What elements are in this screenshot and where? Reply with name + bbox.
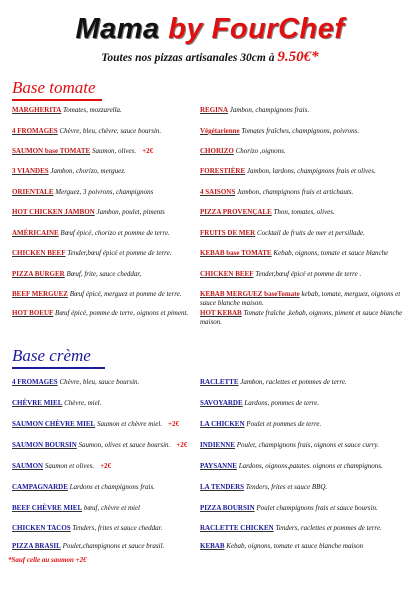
menu-item-description: Tender,bœuf épicé et pomme de terre . — [255, 270, 362, 278]
menu-item — [200, 147, 412, 156]
menu-item — [12, 462, 212, 471]
section-title-creme: Base crème — [12, 346, 105, 369]
menu-item-description: Saumon, olives. — [91, 147, 137, 155]
menu-item — [200, 462, 412, 471]
menu-item-description: Bœuf épicé, pomme de terre, oignons et piment. — [55, 309, 189, 317]
menu-item-name: 3 VIANDES — [12, 167, 49, 175]
menu-item — [200, 504, 412, 513]
menu-item — [200, 188, 412, 197]
menu-item-name: REGINA — [200, 106, 229, 114]
menu-item-description: Bœuf, frite, sauce cheddar, — [66, 270, 142, 278]
menu-item-name: FRUITS DE MER — [200, 229, 256, 237]
menu-item-description: Jambon, raclettes et pommes de terre. — [240, 378, 347, 386]
menu-item — [12, 188, 212, 197]
menu-item — [12, 399, 212, 408]
menu-item — [12, 270, 212, 279]
menu-item — [200, 127, 412, 136]
menu-item-name: 4 FROMAGES — [12, 127, 58, 135]
menu-item-name: 4 FROMAGES — [12, 378, 58, 386]
supplement-price: +2€ — [176, 441, 188, 449]
menu-item — [12, 167, 212, 176]
menu-item-description: Kebab, oignons, tomate et sauce blanche — [273, 249, 389, 257]
menu-item-name: CAMPAGNARDE — [12, 483, 68, 491]
menu-item-description: Tenders, frites et sauce BBQ. — [245, 483, 328, 491]
menu-item — [200, 270, 412, 279]
menu-item-description: Tomates, mozzarella. — [63, 106, 122, 114]
menu-item-description: bœuf, chèvre et miel — [83, 504, 140, 512]
menu-item-description: Lardons, pommes de terre. — [244, 399, 320, 407]
menu-item-description: Jambon, poulet, piments — [96, 208, 165, 216]
menu-item — [200, 399, 412, 408]
menu-item-name: MARGHERITA — [12, 106, 62, 114]
menu-item-name: SAUMON base TOMATE — [12, 147, 91, 155]
menu-item-name: INDIENNE — [200, 441, 236, 449]
menu-item-name: AMÉRICAINE — [12, 229, 59, 237]
menu-item-description: Merguez, 3 poivrons, champignons — [55, 188, 154, 196]
menu-item-name: CHICKEN BEEF — [12, 249, 66, 257]
section-title-tomate: Base tomate — [12, 78, 102, 101]
menu-item-name: RACLETTE CHICKEN — [200, 524, 274, 532]
menu-item — [200, 249, 412, 258]
menu-item-name: BEEF CHÈVRE MIEL — [12, 504, 83, 512]
menu-item-description: Chèvre, bleu, sauce boursin. — [59, 378, 140, 386]
menu-item — [12, 290, 212, 299]
menu-item — [12, 229, 212, 238]
menu-item-description: Jambon, champignons frais et artichauts. — [236, 188, 354, 196]
menu-item-name: ORIENTALE — [12, 188, 54, 196]
menu-item — [200, 229, 412, 238]
menu-item-description: Tender,bœuf épicé et pomme de terre. — [67, 249, 172, 257]
menu-item-name: CHICKEN BEEF — [200, 270, 254, 278]
menu-item — [200, 208, 412, 217]
menu-item-name: LA CHICKEN — [200, 420, 245, 428]
title-mama: Mama — [75, 13, 160, 45]
menu-item-description: Poulet,champignons et sauce brasil. — [62, 542, 165, 550]
menu-item-name: HOT CHICKEN JAMBON — [12, 208, 95, 216]
menu-item-description: Bœuf épicé, chorizo et pomme de terre. — [60, 229, 170, 237]
menu-item-name: KEBAB MERGUEZ baseTomate — [200, 290, 300, 298]
menu-item-name: PAYSANNE — [200, 462, 237, 470]
menu-item-description: Lardons, oignons,patates. oignons et champignons. — [238, 462, 383, 470]
menu-item-name: SAUMON BOURSIN — [12, 441, 77, 449]
menu-item-description: kebab, tomate, merguez, oignons et sauce blanche maison. — [200, 290, 401, 307]
menu-item-name: PIZZA BRASIL — [12, 542, 61, 550]
menu-item-description: Saumon et chèvre miel. — [96, 420, 163, 428]
menu-item-name: PIZZA BOURSIN — [200, 504, 255, 512]
menu-item-name: Végétarienne — [200, 127, 240, 135]
subtitle-text: Toutes nos pizzas artisanales 30cm à — [101, 52, 275, 64]
menu-item-description: Saumon, olives et sauce boursin. — [78, 441, 171, 449]
menu-item-name: LA TENDERS — [200, 483, 245, 491]
footnote: *Sauf celle au saumon +2€ — [8, 556, 87, 564]
menu-item-description: Tenders, frites et sauce cheddar. — [72, 524, 163, 532]
menu-item-name: KEBAB — [200, 542, 225, 550]
menu-item — [200, 167, 412, 176]
menu-item-name: BEEF MERGUEZ — [12, 290, 68, 298]
menu-item-name: SAVOYARDE — [200, 399, 243, 407]
menu-item — [12, 441, 212, 450]
menu-item-description: Poulet et pommes de terre. — [246, 420, 322, 428]
title-fourchef: by FourChef — [168, 13, 345, 45]
menu-item — [12, 524, 212, 533]
menu-item-name: CHICKEN TACOS — [12, 524, 71, 532]
menu-item-description: Tomates fraîches, champignons, poivrons. — [241, 127, 360, 135]
menu-item-description: Jambon, lardons, champignons frais et olives. — [246, 167, 376, 175]
menu-item-description: Tenders, raclettes et pommes de terre. — [275, 524, 382, 532]
menu-item — [12, 483, 212, 492]
restaurant-title — [0, 12, 420, 46]
menu-item — [200, 309, 412, 327]
menu-item — [12, 208, 212, 217]
menu-item — [200, 290, 412, 308]
menu-item-name: HOT KEBAB — [200, 309, 242, 317]
menu-item-description: Jambon, champignons frais. — [229, 106, 310, 114]
menu-item-description: Poulet, champignons frais, oignons et sauce curry. — [236, 441, 379, 449]
menu-item-name: PIZZA PROVENÇALE — [200, 208, 272, 216]
menu-item-description: Bœuf épicé, merguez et pomme de terre. — [69, 290, 182, 298]
menu-item — [200, 441, 412, 450]
supplement-price: +2€ — [142, 147, 154, 155]
menu-item-description: Cocktail de fruits de mer et persillade. — [256, 229, 365, 237]
menu-item — [12, 106, 212, 115]
menu-item-name: PIZZA BURGER — [12, 270, 65, 278]
menu-item-description: Saumon et olives. — [44, 462, 95, 470]
menu-item-name: 4 SAISONS — [200, 188, 236, 196]
menu-item-description: Lardons et champignons frais. — [69, 483, 155, 491]
menu-item-name: KEBAB base TOMATE — [200, 249, 272, 257]
menu-item-description: Jambon, chorizo, merguez. — [50, 167, 126, 175]
menu-item-name: FORESTIÈRE — [200, 167, 246, 175]
menu-item — [200, 420, 412, 429]
menu-item-name: CHÈVRE MIEL — [12, 399, 63, 407]
menu-item — [12, 420, 212, 429]
menu-item — [200, 378, 412, 387]
menu-item — [12, 127, 212, 136]
menu-item-name: SAUMON CHÈVRE MIEL — [12, 420, 96, 428]
menu-item-name: CHORIZO — [200, 147, 234, 155]
menu-item-description: Chèvre, bleu, chèvre, sauce boursin. — [59, 127, 162, 135]
menu-item — [12, 378, 212, 387]
menu-item — [12, 147, 212, 156]
menu-item — [12, 249, 212, 258]
menu-item-name: HOT BOEUF — [12, 309, 54, 317]
price-badge: 9.50€* — [277, 49, 319, 65]
menu-item — [200, 542, 412, 551]
menu-item — [12, 542, 212, 551]
menu-item-name: RACLETTE — [200, 378, 239, 386]
menu-item-description: Chèvre, miel. — [64, 399, 102, 407]
menu-item — [12, 504, 212, 513]
menu-item-description: Tomate fraîche ,kebab, oignons, piment et sauce blanche maison. — [200, 309, 403, 326]
supplement-price: +2€ — [100, 462, 112, 470]
supplement-price: +2€ — [168, 420, 180, 428]
menu-item — [200, 524, 412, 533]
menu-item-description: Chorizo ,oignons. — [235, 147, 286, 155]
menu-item-description: Thon, tomates, olives. — [273, 208, 335, 216]
menu-item-name: SAUMON — [12, 462, 44, 470]
price-subtitle — [0, 49, 420, 66]
menu-item — [12, 309, 212, 318]
menu-item — [200, 483, 412, 492]
menu-item-description: Poulet champignons frais et sauce boursin. — [256, 504, 378, 512]
menu-item-description: Kebab, oignons, tomate et sauce blanche maison — [226, 542, 364, 550]
menu-item — [200, 106, 412, 115]
